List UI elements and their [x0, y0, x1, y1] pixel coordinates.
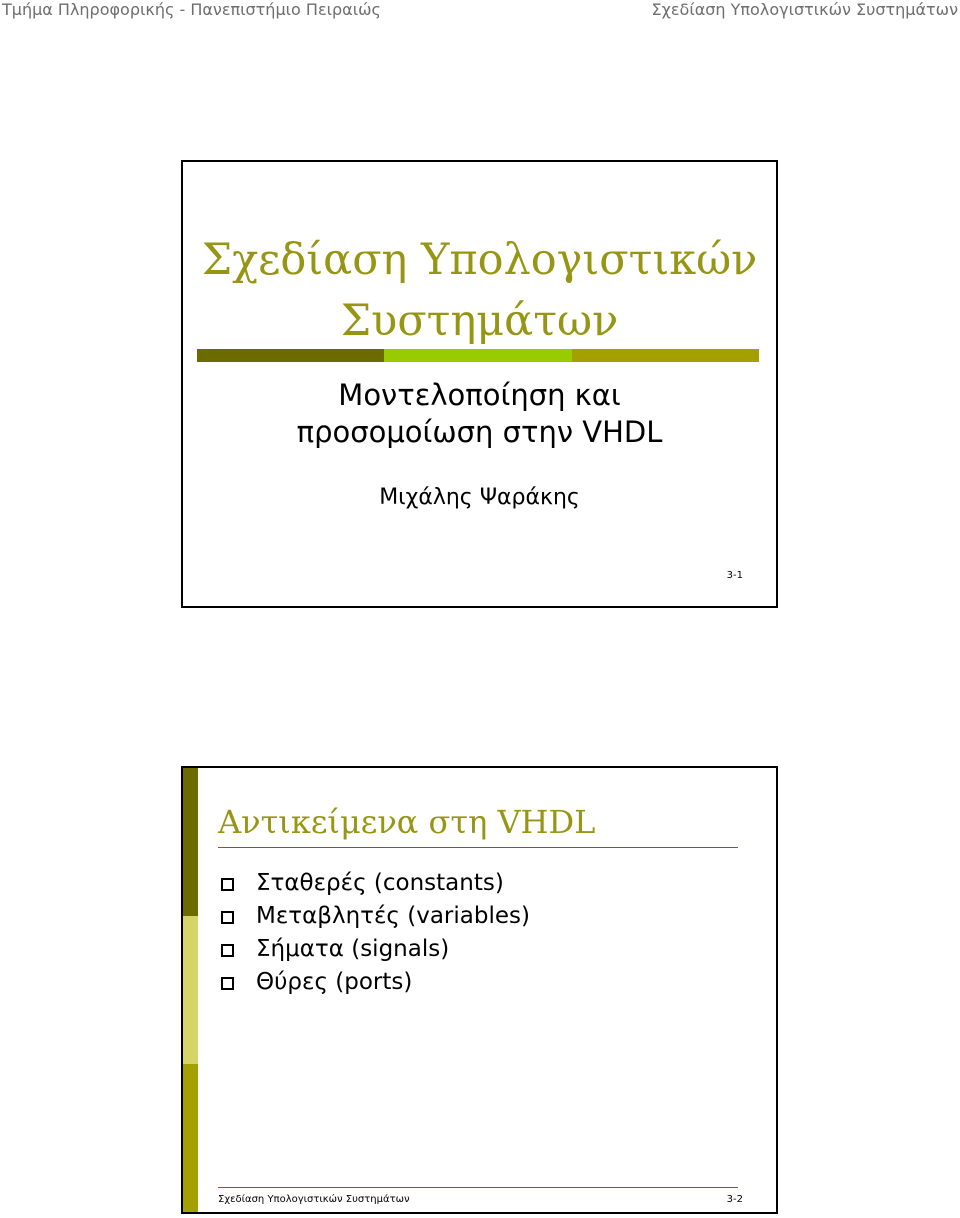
bullet-list	[221, 866, 530, 998]
page-header-left: Τμήμα Πληροφορικής - Πανεπιστήμιο Πειραιώς	[2, 0, 381, 19]
square-bullet-icon	[221, 911, 234, 924]
slide1-subtitle	[183, 377, 776, 451]
side-strip-segment	[183, 916, 198, 1064]
slide2-title: Αντικείμενα στη VHDL	[218, 803, 596, 841]
list-item-text: Σήματα (signals)	[256, 935, 450, 962]
square-bullet-icon	[221, 878, 234, 891]
slide1-subtitle-line: Μοντελοποίηση και	[338, 378, 621, 412]
footer-divider	[218, 1187, 738, 1188]
color-bar-segment	[384, 349, 571, 362]
list-item-text: Θύρες (ports)	[256, 968, 413, 995]
square-bullet-icon	[221, 944, 234, 957]
slide1-subtitle-line: προσομοίωση στην VHDL	[296, 415, 663, 449]
slide1-author: Μιχάλης Ψαράκης	[379, 485, 580, 510]
slide1-title-line: Σχεδίαση Υπολογιστικών	[201, 235, 758, 285]
decorative-side-strip	[183, 768, 198, 1212]
slide1-title-line: Συστημάτων	[340, 296, 619, 346]
list-item-text: Σταθερές (constants)	[256, 869, 504, 896]
list-item	[221, 932, 530, 965]
color-bar-segment	[197, 349, 384, 362]
slide2-footer: Σχεδίαση Υπολογιστικών Συστημάτων	[218, 1194, 410, 1205]
color-bar-segment	[572, 349, 759, 362]
slide1-number: 3-1	[726, 570, 743, 581]
list-item	[221, 899, 530, 932]
side-strip-segment	[183, 768, 198, 916]
slide1-title	[183, 230, 776, 352]
page-header-right: Σχεδίαση Υπολογιστικών Συστημάτων	[651, 0, 958, 19]
list-item	[221, 866, 530, 899]
list-item	[221, 965, 530, 998]
slide-3-2	[181, 766, 778, 1214]
decorative-color-bar	[197, 349, 759, 362]
slide-3-1	[181, 160, 778, 608]
side-strip-segment	[183, 1064, 198, 1212]
title-divider	[218, 847, 738, 848]
slide2-number: 3-2	[726, 1194, 743, 1205]
list-item-text: Μεταβλητές (variables)	[256, 902, 530, 929]
square-bullet-icon	[221, 977, 234, 990]
